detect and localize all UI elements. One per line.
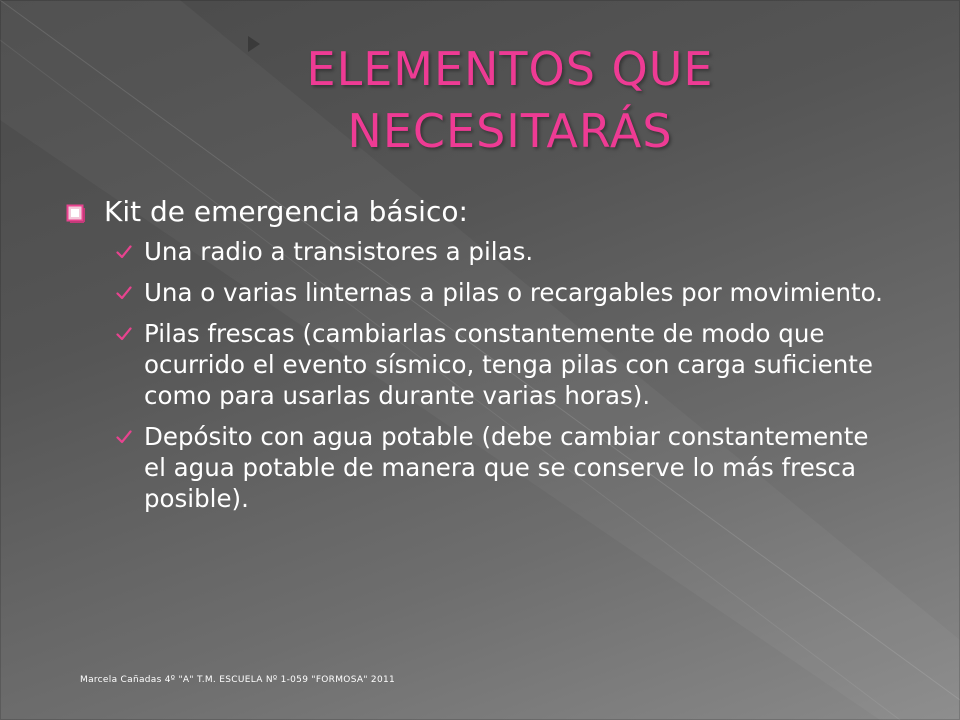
title-line-2: NECESITARÁS: [347, 104, 673, 158]
item-list: [66, 236, 886, 514]
checkmark-icon: [116, 326, 132, 342]
list-item: [116, 236, 886, 267]
slide-title: [200, 38, 820, 162]
list-item-text: Depósito con agua potable (debe cambiar constantemente el agua potable de manera que se conserve lo más fresca posible).: [144, 422, 869, 513]
list-item: [116, 421, 886, 514]
footer-text: Marcela Cañadas 4º "A" T.M. ESCUELA Nº 1-059 "FORMOSA" 2011: [80, 675, 396, 685]
square-bullet-icon: [66, 204, 86, 224]
list-item-text: Pilas frescas (cambiarlas constantemente de modo que ocurrido el evento sísmico, tenga pilas con carga suficiente como para usarlas durante varias horas).: [144, 319, 873, 410]
title-line-1: ELEMENTOS QUE: [306, 42, 714, 96]
checkmark-icon: [116, 429, 132, 445]
slide-content: [66, 192, 886, 524]
list-item-text: Una radio a transistores a pilas.: [144, 237, 534, 266]
checkmark-icon: [116, 285, 132, 301]
heading-bullet-item: [66, 192, 886, 232]
list-item-text: Una o varias linternas a pilas o recargables por movimiento.: [144, 278, 883, 307]
checkmark-icon: [116, 244, 132, 260]
list-item: [116, 318, 886, 411]
list-item: [116, 277, 886, 308]
heading-text: Kit de emergencia básico:: [104, 195, 468, 228]
